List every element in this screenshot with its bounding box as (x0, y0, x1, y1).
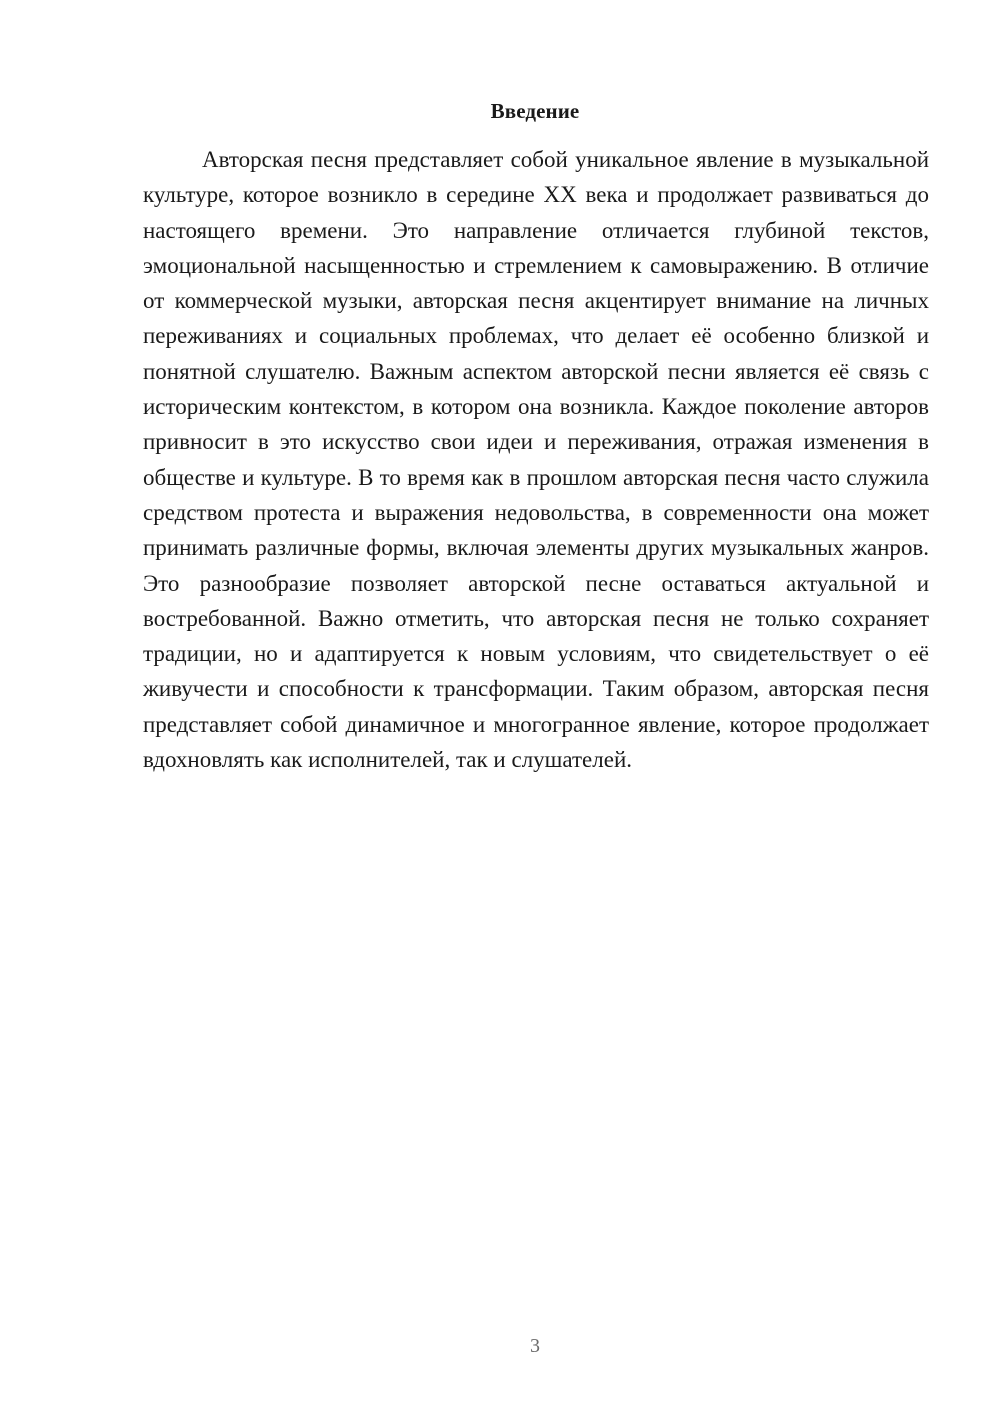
section-title: Введение (490, 99, 580, 123)
body-paragraph: Авторская песня представляет собой уникальное явление в музыкальной культуре, которое возникло в середине XX века и продолжает развиваться до настоящего времени. Это направление отличается глубиной текстов, эмоциональной насыщенностью и стремлением к самовыражению. В отличие от коммерческой музыки, авторская песня акцентирует внимание на личных переживаниях и социальных проблемах, что делает её особенно близкой и понятной слушателю. Важным аспектом авторской песни является её связь с историческим контекстом, в котором она возникла. Каждое поколение авторов привносит в это искусство свои идеи и переживания, отражая изменения в обществе и культуре. В то время как в прошлом авторская песня часто служила средством протеста и выражения недовольства, в современности она может принимать различные формы, включая элементы других музыкальных жанров. Это разнообразие позволяет авторской песне оставаться актуальной и востребованной. Важно отметить, что авторская песня не только сохраняет традиции, но и адаптируется к новым условиям, что свидетельствует о её живучести и способности к трансформации. Таким образом, авторская песня представляет собой динамичное и многогранное явление, которое продолжает вдохновлять как исполнителей, так и слушателей. (143, 147, 929, 773)
page-number: 3 (530, 1335, 540, 1357)
